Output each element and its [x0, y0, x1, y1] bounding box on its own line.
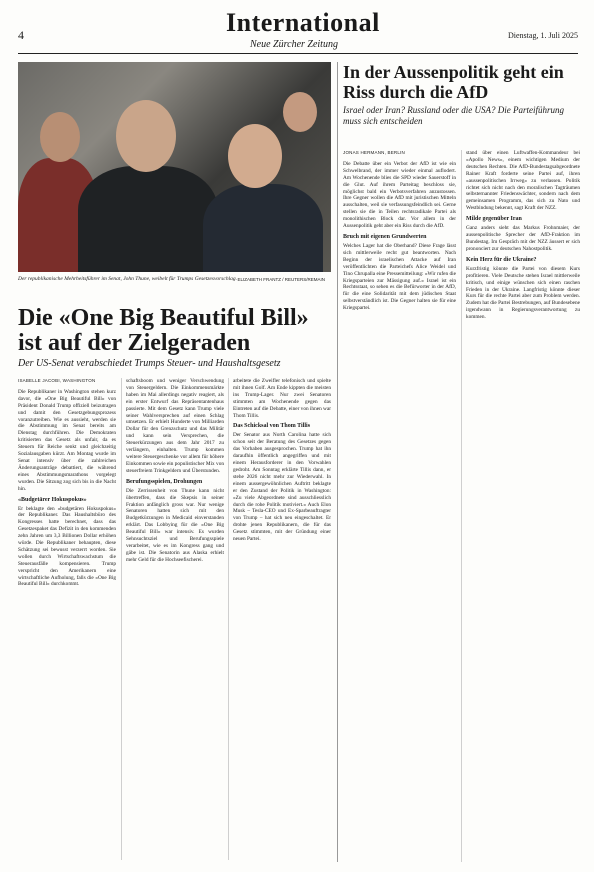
left-subheadline: Der US-Senat verabschiedet Trumps Steuer- und Haushaltsgesetz — [18, 358, 281, 369]
article-paragraph: arbeitete die Zweifler telefonisch und spielte mit ihnen Golf. Am Ende kippten die meisten ins Trump-Lager. Nur zwei Senatoren stimmten am Wochenende gegen das Eintreten auf die Debatte, einer von ihnen war Thom Tillis. — [233, 378, 331, 419]
article-paragraph: Der Senator aus North Carolina hatte sich schon seit der Beratung des Gesetzes gegen das Vorhaben ausgesprochen. Trump hat ihn daraufhin öffentlich angegriffen und mit einem Herausforderer in den Vorwahlen gedroht. Am Sonntag erklärte Tillis dann, er stehe 2026 nicht mehr zur Wiederwahl. In einem aussergewöhnlichen Auftritt beklagte er den Zustand der Politik in Washington: «Zu viele Abgeordnete sind ausschliesslich durch die rohe Politik motiviert.» Auch Elon Musk – Tesla-CEO und Ex-Sparbeauftragter von Trump – hat sich neu eingeschaltet. Er drohte jenen Republikanern, die für das Gesetz stimmten, mit der Gründung einer neuen Partei. — [233, 432, 331, 543]
article-subheading: Das Schicksal von Thom Tillis — [233, 423, 311, 430]
article-paragraph: Kurzfristig könnte die Partei von diesem Kurs profitieren. Viele Deutsche stehen Israel mittlerweile kritisch, und einige wünschen sich einen raschen Frieden in der Ukraine. Langfristig könnte dieser Kurs für die rechte Partei aber zum Problem werden. Zudem hat die Partei Bestrebungen, auf Bundesebene irgendwann in Regierungsverantwortung zu kommen. — [466, 265, 580, 321]
caption-text: Der republikanische Mehrheitsführer im Senat, John Thune, weibelt für Trumps Gesetzesvorschlag. — [18, 276, 238, 282]
article-subheading: Kein Herz für die Ukraine? — [466, 256, 537, 263]
newspaper-name: Neue Zürcher Zeitung — [250, 39, 338, 50]
article-paragraph: stand über einen Luftwaffen-Kommandeur bei «Apollo News», einem wichtigen Medium der deutschen Rechten. Die AfD-Bundestagsabgeordnete Rainer Kraft forderte seine Partei auf, ihren «aussenpolitischen Irrweg» zu verlassen. Politik richtet sich nicht nach den moralischen Tagträumen selbsternannter Friedenswächter, sondern nach dem gemeinsamen Programm, das sich zu Nato und Westbindung bekennt, sagt Kraft der NZZ. — [466, 150, 580, 212]
article-paragraph: Er beklagte den «budgetären Hokuspokus» der Republikaner. Das Haushaltsbüro des Kongresses hatte berechnet, dass das Gesetzespaket das Defizit in den kommenden zehn Jahren um 3,3 Billionen Dollar erhöhen würde. Die Republikaner behaupten, diese Schätzung sei bewusst verzerrt worden. Sie wollen durch Wirtschaftswachstum die Steuerausfälle kompensieren. Trump verspricht den Amerikanern eine wirtschaftliche Aufholung, falls die «One Big Beautiful Bill» durchkommt. — [18, 505, 116, 588]
article-paragraph: Ganz anders sieht das Markus Frohnmaier, der aussenpolitische Sprecher der AfD-Fraktion im Bundestag. Im Gespräch mit der NZZ äussert er sich prononciert zur deutschen Nahostpolitik. — [466, 225, 580, 252]
photo-person-center — [78, 166, 218, 272]
article-paragraph: Die Republikaner in Washington stehen kurz davor, die «One Big Beautiful Bill» von Präsident Donald Trump offiziell beizutragen und damit den Gesetzgebungsprozess voranzutreiben. Wie es aussieht, werden sie die Abstimmung im Senat bereits am Dienstag durchführen. Die Demokraten kritisierten das Gesetz als unfair, da es Steuern für Reiche senkt und gleichzeitig Sozialausgaben kürzt. Am Montag wurde im Senat intensiv über die zahlreichen Änderungsanträge debattiert, die während eines Abstimmungsmarathons vorgelegt wurden. Die Sitzung zog sich bis in die Nacht hin. — [18, 388, 116, 492]
right-byline: JONAS HERMANN, BERLIN — [343, 150, 405, 155]
photo-face-right — [228, 124, 282, 188]
photo-face-background — [283, 92, 317, 132]
issue-date: Dienstag, 1. Juli 2025 — [508, 31, 578, 40]
photo-face-left — [40, 112, 80, 162]
left-article-column-2 — [126, 378, 224, 860]
article-photo — [18, 62, 331, 272]
right-article-column-2 — [466, 150, 580, 862]
article-paragraph: Welches Lager hat die Oberhand? Diese Frage lässt sich mittlerweile recht gut beantworten. Nach Beginn der israelischen Attacke auf Iran veröffentlichten die Parteichefs Alice Weidel und Tino Chrupalla eine Pressemitteilung: «Wir rufen die Kriegsparteien zur Mässigung auf.» Israel ist ein Rechtsstaat, so sehen es die Befürworter in der AfD, für die eine Solidarität mit dem jüdischen Staat selbstverständlich ist. Die Gegner halten sie für eine Kriegspartei. — [343, 242, 456, 312]
column-divider — [461, 150, 462, 862]
left-article-column-1 — [18, 378, 116, 860]
section-divider — [337, 62, 338, 862]
column-divider — [121, 378, 122, 860]
article-subheading: Bruch mit eigenen Grundwerten — [343, 233, 427, 240]
left-byline: ISABELLE JACOBI, WASHINGTON — [18, 378, 96, 383]
photo-person-right — [203, 184, 323, 272]
right-subheadline: Israel oder Iran? Russland oder die USA? Die Parteiführung muss sich entscheiden — [343, 105, 564, 126]
newspaper-header — [18, 8, 578, 54]
right-article-column-1 — [343, 150, 456, 862]
article-subheading: «Budgetärer Hokuspokus» — [18, 496, 87, 503]
left-article-column-3 — [233, 378, 331, 860]
right-headline: In der Aussenpolitik geht ein Riss durch die AfD — [343, 62, 564, 102]
photo-caption — [18, 276, 331, 283]
section-title: International — [226, 8, 380, 37]
article-paragraph: schaftsboom und weniger Verschwendung von Steuergeldern. Die Einkommensmärkte haben im Mai allerdings negativ reagiert, als ein erster Entwurf das Repräsentantenhaus passierte. Mit dem Gesetz kann Trump viele seiner Wahlversprechen auf einen Schlag umsetzen. Er erhielt Hunderte von Milliarden Dollar für den Grenzschutz und das Militär und kann sein Versprechen, die Steuerkürzungen aus dem Jahr 2017 zu verlängern, einhalten. Trump kommen weitere Steuergeschenke vor allem für höhere Einkommen sowie ein populistischer Mix von steuerfreiem Trinkgeldern und Überstunden. — [126, 378, 224, 474]
page-number: 4 — [18, 28, 24, 42]
left-headline: Die «One Big Beautiful Bill» ist auf der Zielgeraden — [18, 305, 309, 356]
article-paragraph: Die Debatte über ein Verbot der AfD ist wie ein Schwelbrand, der immer wieder einmal auflodert. Am Wochenende blies die SPD wieder Sauerstoff in die Glut. Auf ihrem Parteitag beschloss sie, möglichst bald ein Verbotsverfahren anzustossen. Ihre Gegner wollen die AfD mit juristischen Mitteln ausschalten, weil sie verfassungsfeindlich sei. Gerne stellen sie die in Teilen rechtsradikale Partei als monolithischen Block dar. Vor allem in der Aussenpolitik geht aber ein Riss durch die AfD. — [343, 160, 456, 230]
photo-credit: ELIZABETH FRANTZ / REUTERS/REMAIN — [237, 277, 325, 282]
article-subheading: Berufungsspielen, Drohungen — [126, 478, 203, 485]
photo-face-center — [116, 100, 176, 172]
column-divider — [228, 378, 229, 860]
article-subheading: Milde gegenüber Iran — [466, 216, 522, 223]
article-paragraph: Die Zerrissenheit von Thune kann nicht übertreffen, dass die Skepsis in seiner Fraktion anfänglich gross war. Nur wenige Senatoren hatten sich mit den Budgetkürzungen in Medicaid einverstanden erklärt. Das Lobbying für die «One Big Beautiful Bill» war intensiv. Es wurden Sehnsuchtsziel und Berufungsspiele verarbeitet, wie es im Kongress gang und gäbe ist. Die Senatorin aus Alaska erhielt mehr Geld für die Hochseefischerei. — [126, 487, 224, 563]
